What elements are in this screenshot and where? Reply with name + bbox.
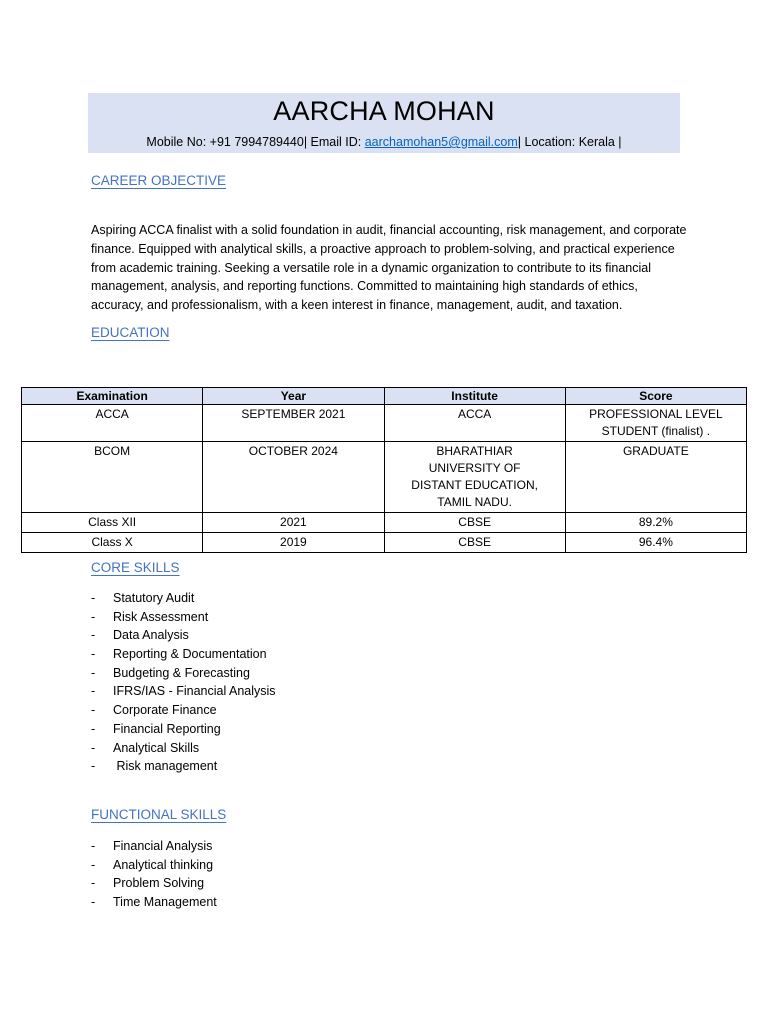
header-institute: Institute xyxy=(384,388,565,405)
header-year: Year xyxy=(203,388,384,405)
cell-examination: BCOM xyxy=(22,442,203,513)
list-item xyxy=(91,701,276,720)
bullet-dash: - xyxy=(91,876,96,891)
skill-label: Analytical Skills xyxy=(113,740,200,755)
cell-institute: ACCA xyxy=(384,405,565,442)
cell-score: 96.4% xyxy=(565,533,746,553)
candidate-name: AARCHA MOHAN xyxy=(273,96,495,126)
cell-institute: CBSE xyxy=(384,533,565,553)
table-row xyxy=(22,533,747,553)
functional-skills-list xyxy=(91,837,217,912)
skill-label: Statutory Audit xyxy=(113,591,195,605)
skill-label: Budgeting & Forecasting xyxy=(113,665,250,680)
bullet-dash: - xyxy=(91,665,96,680)
list-item xyxy=(91,645,276,664)
list-item xyxy=(91,739,276,758)
career-objective-heading: CAREER OBJECTIVE xyxy=(91,173,227,188)
skill-label: Reporting & Documentation xyxy=(113,647,267,662)
skill-label: Financial Analysis xyxy=(113,839,213,853)
cell-examination: Class XII xyxy=(22,513,203,533)
cell-score: PROFESSIONAL LEVEL STUDENT (finalist) . xyxy=(565,405,746,442)
contact-suffix: | Location: Kerala | xyxy=(517,135,622,149)
cell-year: 2019 xyxy=(203,533,384,553)
list-item xyxy=(91,893,217,912)
education-table xyxy=(21,387,747,553)
cell-institute: CBSE xyxy=(384,513,565,533)
bullet-dash: - xyxy=(91,721,96,736)
bullet-dash: - xyxy=(91,857,96,872)
bullet-dash: - xyxy=(91,609,96,624)
functional-skills-heading: FUNCTIONAL SKILLS xyxy=(91,807,227,822)
skill-label: Financial Reporting xyxy=(113,721,221,736)
header-examination: Examination xyxy=(22,388,203,405)
core-skills-heading: CORE SKILLS xyxy=(91,560,180,575)
list-item xyxy=(91,664,276,683)
list-item xyxy=(91,682,276,701)
email-link[interactable]: aarchamohan5@gmail.com xyxy=(364,135,518,149)
cell-year: SEPTEMBER 2021 xyxy=(203,405,384,442)
list-item xyxy=(91,837,217,856)
contact-line xyxy=(88,135,680,149)
list-item xyxy=(91,589,276,608)
list-item xyxy=(91,720,276,739)
table-row xyxy=(22,442,747,513)
cell-institute: BHARATHIAR UNIVERSITY OF DISTANT EDUCATION, TAMIL NADU. xyxy=(384,442,565,513)
resume-header xyxy=(88,93,680,153)
table-row xyxy=(22,405,747,442)
skill-label: Analytical thinking xyxy=(113,857,214,872)
skill-label: IFRS/IAS - Financial Analysis xyxy=(113,684,276,699)
career-objective-text: Aspiring ACCA finalist with a solid foundation in audit, financial accounting, risk management, and corporate finance. Equipped with analytical skills, a proactive approach to problem-solving, and practical experience from academic training. Seeking a versatile role in a dynamic organization to contribute to its financial management, analysis, and reporting functions. Committed to maintaining high standards of ethics, accuracy, and professionalism, with a keen interest in finance, management, audit, and taxation. xyxy=(91,223,687,313)
skill-label: Corporate Finance xyxy=(113,703,217,718)
table-row xyxy=(22,513,747,533)
list-item xyxy=(91,608,276,627)
bullet-dash: - xyxy=(91,591,96,605)
skill-label: Risk management xyxy=(113,759,218,774)
list-item xyxy=(91,757,276,776)
skill-label: Time Management xyxy=(113,895,217,910)
bullet-dash: - xyxy=(91,839,96,853)
bullet-dash: - xyxy=(91,895,96,910)
cell-examination: Class X xyxy=(22,533,203,553)
bullet-dash: - xyxy=(91,628,96,643)
list-item xyxy=(91,856,217,875)
cell-year: OCTOBER 2024 xyxy=(203,442,384,513)
header-score: Score xyxy=(565,388,746,405)
cell-score: GRADUATE xyxy=(565,442,746,513)
list-item xyxy=(91,874,217,893)
bullet-dash: - xyxy=(91,703,96,718)
cell-examination: ACCA xyxy=(22,405,203,442)
cell-year: 2021 xyxy=(203,513,384,533)
bullet-dash: - xyxy=(91,740,96,755)
table-header-row xyxy=(22,388,747,405)
cell-score: 89.2% xyxy=(565,513,746,533)
bullet-dash: - xyxy=(91,759,96,774)
bullet-dash: - xyxy=(91,684,96,699)
list-item xyxy=(91,626,276,645)
contact-prefix: Mobile No: +91 7994789440| Email ID: xyxy=(146,135,365,149)
core-skills-list xyxy=(91,589,276,776)
bullet-dash: - xyxy=(91,647,96,662)
skill-label: Risk Assessment xyxy=(113,609,209,624)
education-heading: EDUCATION xyxy=(91,325,170,340)
skill-label: Data Analysis xyxy=(113,628,189,643)
skill-label: Problem Solving xyxy=(113,876,205,891)
